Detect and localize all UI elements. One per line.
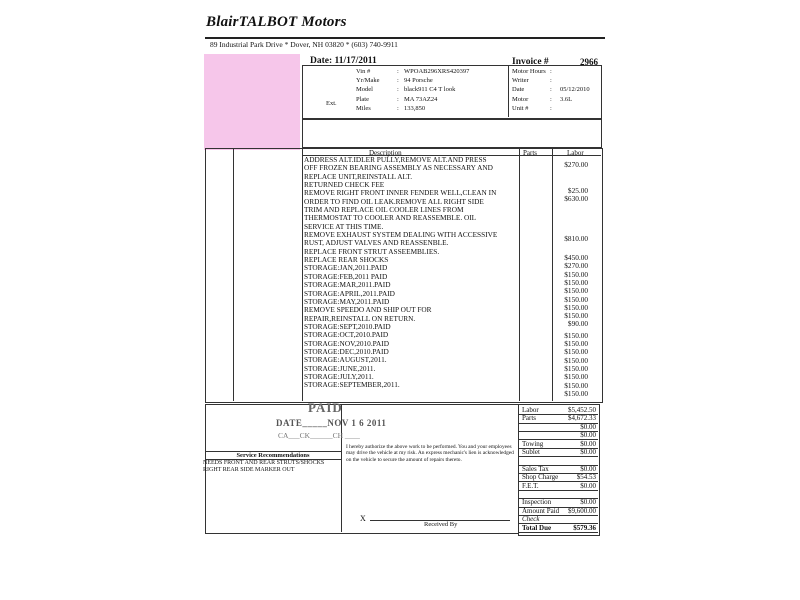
description-line: REPLACE REAR SHOCKS xyxy=(304,255,389,265)
labor-value: $630.00 xyxy=(564,194,588,204)
description-line: STORAGE:MAR,2011.PAID xyxy=(304,280,391,290)
description-line: STORAGE:OCT,2010.PAID xyxy=(304,330,389,340)
received-by-label: Received By xyxy=(424,521,458,528)
totals-rule xyxy=(518,532,598,533)
totals-label: Labor xyxy=(522,406,539,414)
labor-value: $90.00 xyxy=(567,318,588,328)
description-line: REMOVE SPEEDO AND SHIP OUT FOR xyxy=(304,305,432,315)
vehicle-field-colon: : xyxy=(397,68,399,75)
labor-value: $150.00 xyxy=(564,269,588,279)
description-lines xyxy=(304,156,519,390)
description-line: REMOVE EXHAUST SYSTEM DEALING WITH ACCESSIVE xyxy=(304,230,498,240)
description-line: STORAGE:AUGUST,2011. xyxy=(304,355,387,365)
totals-value: $0.00 xyxy=(580,498,596,507)
labor-value: $150.00 xyxy=(564,388,588,398)
vehicle-right-label: Motor xyxy=(512,95,529,103)
vehicle-field-value: 133,850 xyxy=(404,104,426,112)
vehicle-right-value: 3.6L xyxy=(560,95,573,103)
vehicle-field-value: 94 Porsche xyxy=(404,77,433,85)
labor-value: $150.00 xyxy=(564,363,588,373)
labor-value: $270.00 xyxy=(564,261,588,271)
vehicle-right-label: Unit # xyxy=(512,104,529,112)
vehicle-right-colon: : xyxy=(550,77,552,85)
paid-stamp-method: CA___CK______CH ____ xyxy=(278,431,360,440)
totals-label: Amount Paid xyxy=(522,506,560,515)
totals-value: $0.00 xyxy=(580,481,596,490)
totals-label: Inspection xyxy=(522,498,552,507)
description-line: STORAGE:SEPT,2010.PAID xyxy=(304,321,391,331)
service-recommendations-heading: Service Recommendations xyxy=(205,451,341,460)
totals-value: $54.53 xyxy=(576,473,596,482)
description-line: RUST, ADJUST VALVES AND REASSENBLE. xyxy=(304,238,449,248)
header-rule xyxy=(205,37,605,39)
vehicle-right-label: Date xyxy=(512,86,525,94)
labor-value: $150.00 xyxy=(564,286,588,296)
description-line: TRIM AND REPLACE OIL COOLER LINES FROM xyxy=(304,205,464,215)
totals-value: $9,600.00 xyxy=(568,506,596,515)
totals-value: $5,452.50 xyxy=(568,406,596,414)
paid-stamp-date: DATE_____NOV 1 6 2011 xyxy=(276,418,387,428)
description-line: STORAGE:DEC,2010.PAID xyxy=(304,346,389,356)
labor-value: $150.00 xyxy=(564,302,588,312)
vehicle-field-colon: : xyxy=(397,77,399,85)
vehicle-field-colon: : xyxy=(397,95,399,103)
company-name: BlairTALBOT Motors xyxy=(206,14,347,30)
totals-label: Total Due xyxy=(522,523,552,532)
description-line: REPLACE FRONT STRUT ASSEEMBLIES. xyxy=(304,246,440,256)
totals-value: $579.36 xyxy=(573,523,596,532)
vehicle-right-colon: : xyxy=(550,104,552,112)
description-line: REPLACE UNIT,REINSTALL ALT. xyxy=(304,171,413,181)
totals-label: Sales Tax xyxy=(522,464,549,473)
vehicle-right-label: Writer xyxy=(512,77,529,85)
labor-value: $150.00 xyxy=(564,347,588,357)
description-line: STORAGE:FEB,2011 PAID xyxy=(304,271,388,281)
ext-label: Ext. xyxy=(326,100,337,107)
description-line: RETURNED CHECK FEE xyxy=(304,180,385,190)
description-line: OFF FROZEN BEARING ASSEMBLY AS NECESSARY AND xyxy=(304,163,493,173)
vehicle-field-value: MA 73AZ24 xyxy=(404,95,438,103)
description-line: STORAGE:JULY,2011. xyxy=(304,371,374,381)
totals-value: $0.00 xyxy=(580,431,596,440)
totals-label: Sublet xyxy=(522,448,540,456)
col-header-labor: Labor xyxy=(567,149,584,157)
totals-label: F.E.T. xyxy=(522,481,539,490)
description-line: STORAGE:JAN,2011.PAID xyxy=(304,263,388,273)
labor-value: $150.00 xyxy=(564,380,588,390)
notes-box xyxy=(302,119,602,148)
table-col-divider xyxy=(519,148,520,401)
totals-value: $0.00 xyxy=(580,464,596,473)
totals-rule xyxy=(518,490,598,491)
labor-value: $150.00 xyxy=(564,330,588,340)
vehicle-right-colon: : xyxy=(550,95,552,103)
description-line: THERMOSTAT TO COOLER AND REASSEMBLE. OIL xyxy=(304,213,477,223)
vehicle-field-value: black911 C4 T look xyxy=(404,86,456,94)
col-header-parts: Parts xyxy=(523,149,537,157)
company-address: 89 Industrial Park Drive * Dover, NH 03820 * (603) 740-9911 xyxy=(210,40,398,49)
totals-value: $0.00 xyxy=(580,448,596,456)
description-line: REMOVE RIGHT FRONT INNER FENDER WELL,CLEAN IN xyxy=(304,188,497,198)
service-recommendations-list xyxy=(203,460,324,474)
labor-value: $150.00 xyxy=(564,338,588,348)
labor-value: $810.00 xyxy=(564,234,588,244)
labor-value: $150.00 xyxy=(564,294,588,304)
vehicle-right-label: Motor Hours xyxy=(512,68,546,75)
labor-value: $150.00 xyxy=(564,311,588,321)
labor-value: $270.00 xyxy=(564,160,588,170)
paid-stamp: PAID xyxy=(308,400,343,415)
totals-value: $4,672.33 xyxy=(568,414,596,423)
vehicle-field-label: Miles xyxy=(356,104,371,112)
description-line: STORAGE:NOV,2010.PAID xyxy=(304,338,390,348)
totals-value: $0.00 xyxy=(580,422,596,431)
authorization-text: I hereby authorize the above work to be performed. You and your employees may drive the vehicle at my risk. An express mechanic's lien is acknowledged on the vehicle to secure the amount of repairs thereto. xyxy=(346,444,514,463)
labor-value: $150.00 xyxy=(564,372,588,382)
vehicle-field-colon: : xyxy=(397,86,399,94)
labor-value: $450.00 xyxy=(564,252,588,262)
vehicle-field-label: Model xyxy=(356,86,373,94)
vehicle-right-colon: : xyxy=(550,86,552,94)
totals-label: Towing xyxy=(522,439,544,448)
totals-label: Check xyxy=(522,515,540,524)
vehicle-field-colon: : xyxy=(397,104,399,112)
vehicle-info-divider xyxy=(508,65,509,117)
totals-rule xyxy=(518,456,598,457)
table-col-divider xyxy=(233,148,234,401)
totals-value: $0.00 xyxy=(580,439,596,448)
table-col-divider xyxy=(302,148,303,401)
service-item: RIGHT REAR SIDE MARKER OUT xyxy=(203,467,295,473)
col-header-description: Description xyxy=(369,149,402,157)
invoice-date: Date: 11/17/2011 xyxy=(310,56,377,66)
vehicle-field-label: Yr/Make xyxy=(356,77,380,85)
vehicle-field-label: Vin # xyxy=(356,68,371,75)
description-line: REPAIR,REINSTALL ON RETURN. xyxy=(304,313,416,323)
description-line: STORAGE:JUNE,2011. xyxy=(304,363,376,373)
description-line: STORAGE:MAY,2011.PAID xyxy=(304,296,390,306)
redacted-customer-block xyxy=(204,54,300,150)
labor-value: $150.00 xyxy=(564,355,588,365)
signature-x: X xyxy=(360,514,366,523)
service-item: NEEDS FRONT AND REAR STRUTS/SHOCKS xyxy=(203,460,325,466)
description-line: ADDRESS ALT.IDLER PULLY,REMOVE ALT.AND PRESS xyxy=(304,155,487,164)
description-line: STORAGE:APRIL,2011.PAID xyxy=(304,288,395,298)
table-col-divider xyxy=(552,148,553,401)
vehicle-field-value: WPOAB296XRS420397 xyxy=(404,68,470,75)
description-line: ORDER TO FIND OIL LEAK.REMOVE ALL RIGHT SIDE xyxy=(304,196,484,206)
labor-value: $150.00 xyxy=(564,277,588,287)
totals-label: Shop Charge xyxy=(522,473,559,482)
vehicle-right-value: 05/12/2010 xyxy=(560,86,590,94)
description-line: SERVICE AT THIS TIME. xyxy=(304,221,384,231)
description-line: STORAGE:SEPTEMBER,2011. xyxy=(304,380,400,390)
invoice-number: 2966 xyxy=(580,57,598,67)
totals-label: Parts xyxy=(522,414,536,423)
labor-value: $25.00 xyxy=(567,186,588,196)
vehicle-field-label: Plate xyxy=(356,95,369,103)
vehicle-right-colon: : xyxy=(550,68,552,75)
invoice-number-label: Invoice # xyxy=(512,57,549,67)
